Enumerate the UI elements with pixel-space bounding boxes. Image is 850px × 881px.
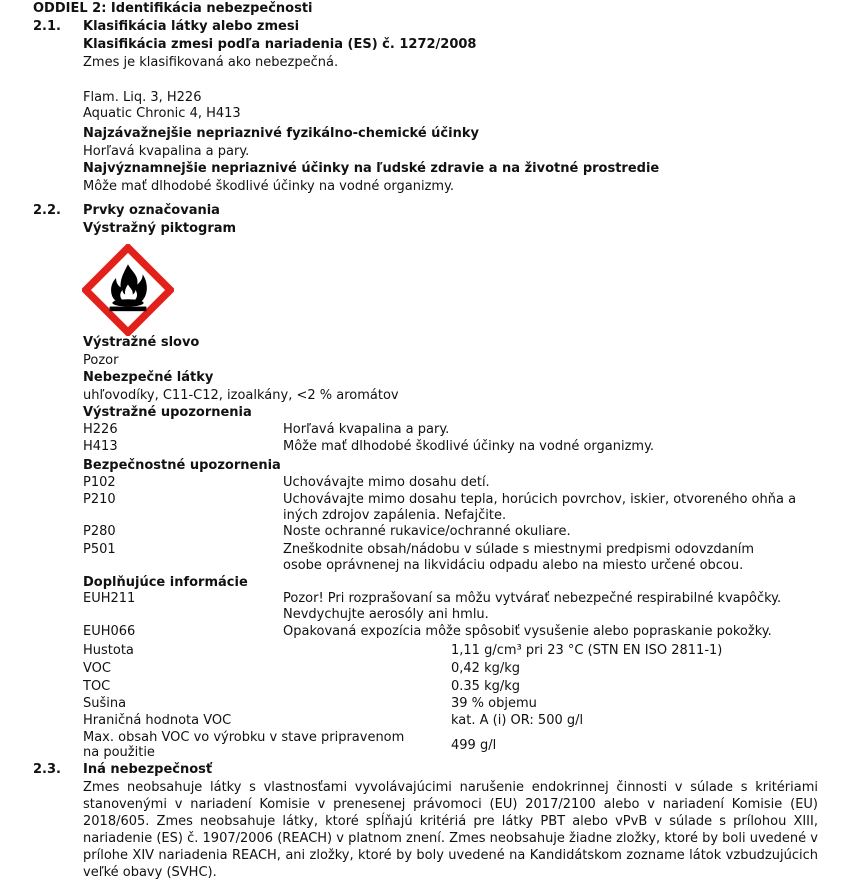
ghs02-flame-icon — [82, 244, 174, 336]
supplementary-code: EUH211 — [83, 591, 136, 606]
hazardous-substances-text: uhľovodíky, C11-C12, izoalkány, <2 % aromátov — [83, 388, 399, 403]
signal-word: Pozor — [83, 353, 119, 368]
physchem-text: Horľavá kvapalina a pary. — [83, 144, 250, 159]
heading-signal-word: Výstražné slovo — [83, 335, 200, 350]
precaution-text: Zneškodnite obsah/nádobu v súlade s miestnymi predpismi odovzdaním osobe oprávnenej na likvidáciu odpadu alebo na miesto určené obcou. — [283, 542, 755, 573]
class-item: Aquatic Chronic 4, H413 — [83, 106, 241, 121]
property-value: 499 g/l — [451, 738, 497, 753]
section-title: ODDIEL 2: Identifikácia nebezpečnosti — [33, 1, 313, 16]
heading-hazard-statements: Výstražné upozornenia — [83, 405, 252, 420]
property-value: 1,11 g/cm³ pri 23 °C (STN EN ISO 2811-1) — [451, 643, 723, 658]
heading-supplementary-info: Doplňujúce informácie — [83, 575, 248, 590]
property-value: 0.35 kg/kg — [451, 679, 521, 694]
supplementary-text: Opakovaná expozícia môže spôsobiť vysušenie alebo popraskanie pokožky. — [283, 624, 772, 639]
precaution-code: P210 — [83, 492, 116, 507]
precaution-code: P102 — [83, 475, 116, 490]
property-label: Max. obsah VOC vo výrobku v stave pripravenom na použitie — [83, 730, 405, 760]
heading-health: Najvýznamnejšie nepriaznivé účinky na ľudské zdravie a na životné prostredie — [83, 161, 660, 176]
property-value: kat. A (i) OR: 500 g/l — [451, 713, 584, 728]
property-value: 0,42 kg/kg — [451, 661, 521, 676]
property-label: Hustota — [83, 643, 134, 658]
heading-hazardous-substances: Nebezpečné látky — [83, 370, 214, 385]
hazard-code: H413 — [83, 439, 118, 454]
property-label: TOC — [83, 679, 111, 694]
hazard-code: H226 — [83, 422, 118, 437]
precaution-text: Uchovávajte mimo dosahu tepla, horúcich povrchov, iskier, otvoreného ohňa a iných zdrojov zapálenia. Nefajčite. — [283, 492, 797, 523]
heading-label-elements: Prvky označovania — [83, 203, 220, 218]
heading-classification: Klasifikácia látky alebo zmesi — [83, 19, 300, 34]
classified-text: Zmes je klasifikovaná ako nebezpečná. — [83, 55, 339, 70]
supplementary-code: EUH066 — [83, 624, 136, 639]
section-number-2-1: 2.1. — [33, 19, 61, 34]
property-value: 39 % objemu — [451, 696, 537, 711]
precaution-code: P280 — [83, 524, 116, 539]
section-number-2-2: 2.2. — [33, 203, 61, 218]
section-number-2-3: 2.3. — [33, 762, 61, 777]
heading-pictogram: Výstražný piktogram — [83, 221, 237, 236]
health-text: Môže mať dlhodobé škodlivé účinky na vodné organizmy. — [83, 179, 455, 194]
supplementary-text: Pozor! Pri rozprašovaní sa môžu vytvárať nebezpečné respirabilné kvapôčky. Nevdychujte aerosóly ani hmlu. — [283, 591, 782, 622]
heading-physchem: Najzávažnejšie nepriaznivé fyzikálno-chemické účinky — [83, 126, 479, 141]
hazard-text: Môže mať dlhodobé škodlivé účinky na vodné organizmy. — [283, 439, 655, 454]
property-label: Sušina — [83, 696, 127, 711]
precaution-code: P501 — [83, 542, 116, 557]
precaution-text: Uchovávajte mimo dosahu detí. — [283, 475, 490, 490]
other-hazards-text: Zmes neobsahuje látky s vlastnosťami vyvolávajúcimi narušenie endokrinnej činnosti v súlade s kritériami stanovenými v nariadení Komisie v prenesenej právomoci (EU) 2017/2100 alebo v nariadení Komisie (EU) 2018/605. Zmes neobsahuje látky, ktoré spĺňajú kritériá pre látky PBT alebo vPvB v súlade s prílohou XIII, nariadenie (ES) č. 1907/2006 (REACH) v platnom znení. Zmes neobsahuje žiadne zložky, ktoré by boli uvedené v prílohe XIV nariadenia REACH, ani zložky, ktoré by boly uvedené na Kandidátskom zozname látok vzbudzujúcich veľké obavy (SVHC). — [83, 780, 818, 880]
subheading-regulation: Klasifikácia zmesi podľa nariadenia (ES) č. 1272/2008 — [83, 37, 477, 52]
heading-precautionary-statements: Bezpečnostné upozornenia — [83, 458, 281, 473]
heading-other-hazards: Iná nebezpečnosť — [83, 762, 213, 777]
property-label: Hraničná hodnota VOC — [83, 713, 232, 728]
precaution-text: Noste ochranné rukavice/ochranné okuliare. — [283, 524, 571, 539]
property-label: VOC — [83, 661, 111, 676]
class-item: Flam. Liq. 3, H226 — [83, 90, 202, 105]
hazard-text: Horľavá kvapalina a pary. — [283, 422, 450, 437]
